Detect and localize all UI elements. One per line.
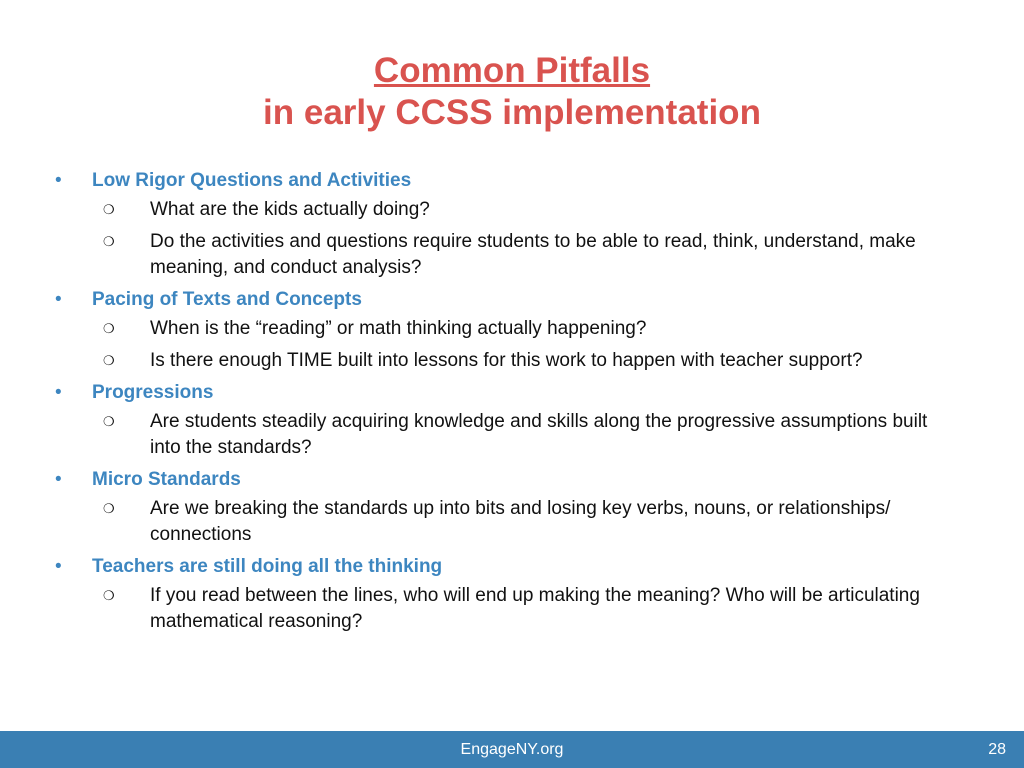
title-line-1: Common Pitfalls [373,51,651,90]
section-micro-standards [55,467,955,548]
section-heading-text: Teachers are still doing all the thinking [92,556,443,577]
list-item-text: Do the activities and questions require students to be able to read, think, understand, make meaning, and conduct analysis? [150,231,916,278]
section-heading [55,554,955,580]
list-item [55,197,950,223]
circle-bullet-icon: ❍ [103,414,115,429]
list-item-text: If you read between the lines, who will end up making the meaning? Who will be articulating mathematical reasoning? [150,585,920,632]
footer-site: EngageNY.org [460,741,564,758]
section-heading [55,287,955,313]
section-heading-text: Progressions [92,382,214,403]
list-item-text: Is there enough TIME built into lessons for this work to happen with teacher support? [150,350,863,371]
section-heading [55,467,955,493]
circle-bullet-icon: ❍ [103,353,115,368]
section-heading-text: Pacing of Texts and Concepts [92,289,362,310]
section-progressions [55,380,955,461]
section-low-rigor [55,168,955,281]
circle-bullet-icon: ❍ [103,234,115,249]
bullet-icon: • [55,469,62,490]
list-item [55,348,950,374]
bullet-icon: • [55,382,62,403]
footer-bar [0,731,1024,768]
title-line-2: in early CCSS implementation [263,93,761,132]
section-pacing [55,287,955,374]
circle-bullet-icon: ❍ [103,321,115,336]
section-heading [55,380,955,406]
page-number: 28 [988,741,1006,758]
slide-title [0,50,1024,134]
list-item [55,409,950,461]
section-heading-text: Micro Standards [92,469,241,490]
list-item [55,316,950,342]
bullet-icon: • [55,170,62,191]
list-item-text: Are students steadily acquiring knowledge and skills along the progressive assumptions built into the standards? [150,411,928,458]
list-item-text: What are the kids actually doing? [150,199,430,220]
list-item [55,496,950,548]
section-teachers-thinking [55,554,955,635]
circle-bullet-icon: ❍ [103,501,115,516]
bullet-icon: • [55,556,62,577]
circle-bullet-icon: ❍ [103,588,115,603]
list-item [55,229,950,281]
list-item-text: When is the “reading” or math thinking actually happening? [150,318,647,339]
bullet-list [55,168,955,641]
list-item [55,583,950,635]
circle-bullet-icon: ❍ [103,202,115,217]
bullet-icon: • [55,289,62,310]
list-item-text: Are we breaking the standards up into bits and losing key verbs, nouns, or relationships/ connections [150,498,891,545]
section-heading [55,168,955,194]
section-heading-text: Low Rigor Questions and Activities [92,170,412,191]
